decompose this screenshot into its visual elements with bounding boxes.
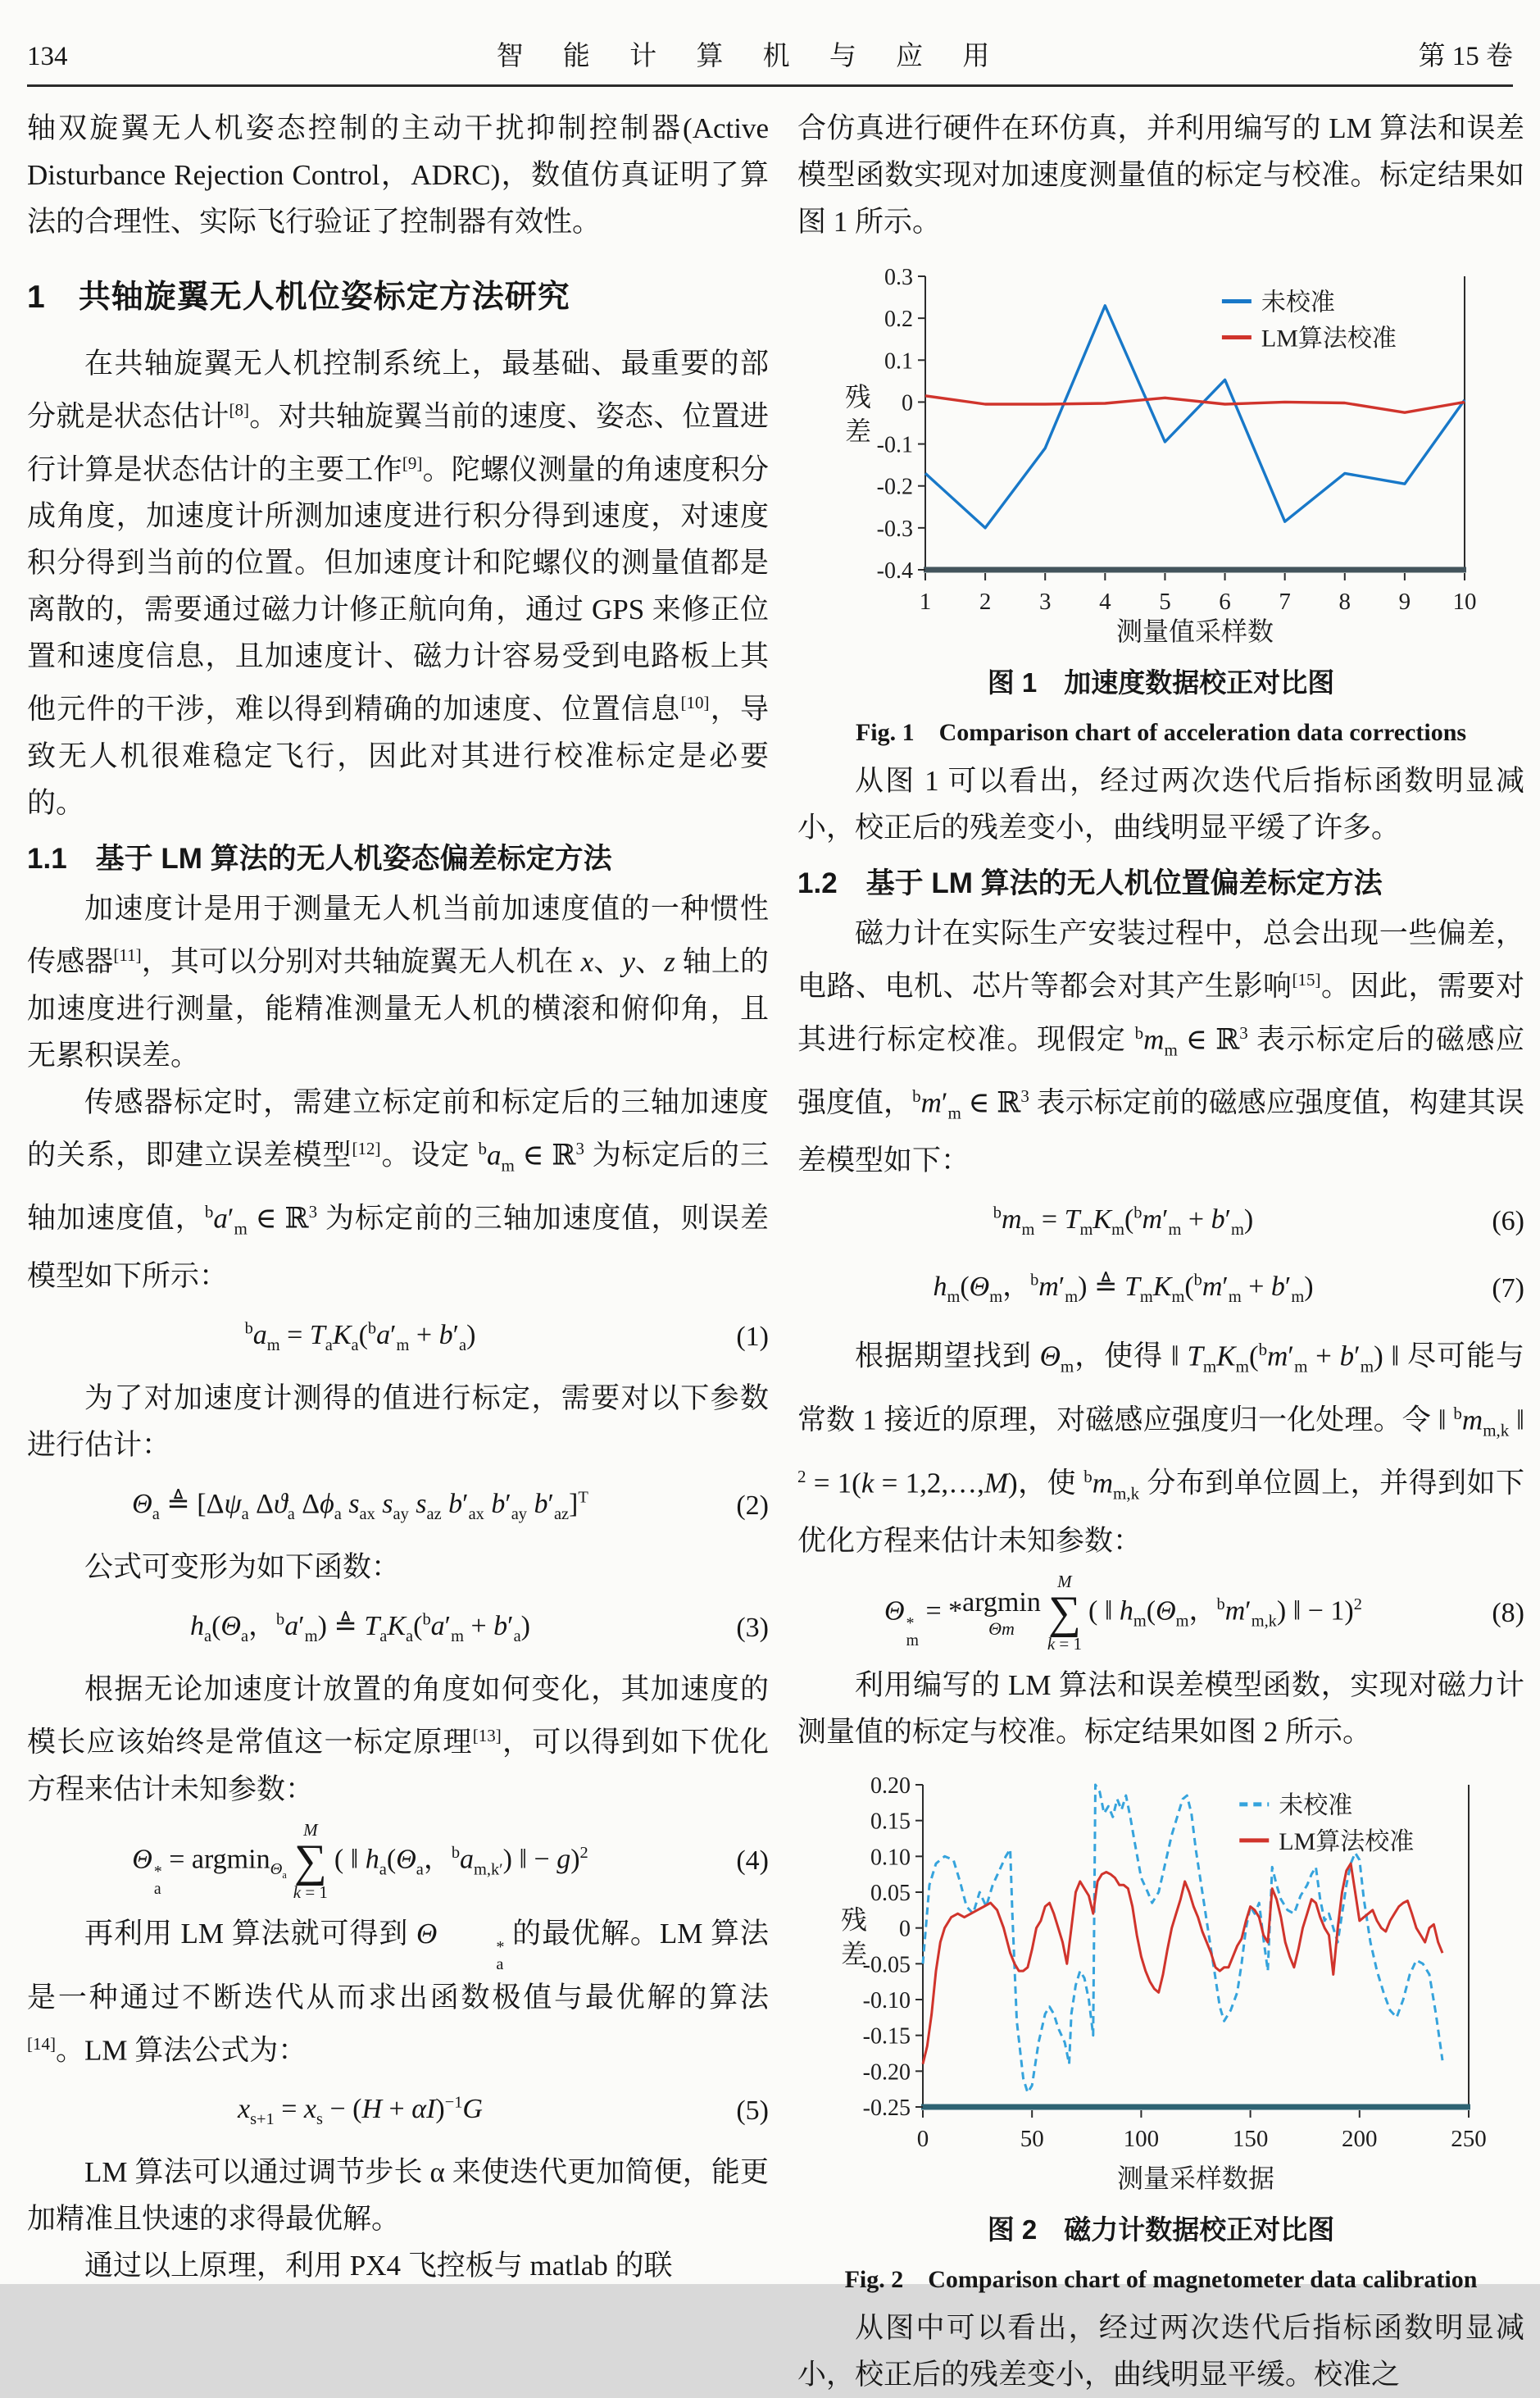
section-heading: 1 共轴旋翼无人机位姿标定方法研究 [27,280,570,315]
figure-caption-en: Fig. 1 Comparison chart of acceleration data corrections [855,719,1467,746]
svg-text:100: 100 [1123,2126,1159,2153]
paragraph: 加速度计是用于测量无人机当前加速度值的一种惯性传感器[11]，其可以分别对共轴旋翼无人机在 x、y、z 轴上的加速度进行测量，能精准测量无人机的横滚和俯仰角，且无累积误差。 [27,892,769,1072]
equation: $^bm_m = T_mK_m(^bm'_m + b'_m)$ [993,1204,1254,1239]
svg-text:0: 0 [898,1916,911,1942]
svg-text:-0.05: -0.05 [862,1952,911,1978]
svg-text:150: 150 [1232,2126,1268,2153]
svg-text:0.05: 0.05 [870,1881,911,1907]
header-rule [27,84,1513,87]
subsection-heading: 1.2 基于 LM 算法的无人机位置偏差标定方法 [797,867,1383,899]
equation-number: (3) [736,1612,769,1643]
svg-text:残: 残 [844,382,871,412]
svg-text:-0.2: -0.2 [876,474,913,500]
svg-text:LM算法校准: LM算法校准 [1261,325,1397,353]
svg-text:差: 差 [840,1939,867,1969]
equation-number: (2) [736,1490,769,1521]
chart-figure-1 [834,263,1489,648]
figure-caption-en: Fig. 2 Comparison chart of magnetometer data calibration [844,2266,1478,2294]
svg-text:5: 5 [1158,589,1171,615]
svg-text:测量值采样数: 测量值采样数 [1115,617,1274,646]
equation-number: (5) [736,2095,769,2127]
svg-text:200: 200 [1341,2126,1378,2153]
svg-text:7: 7 [1278,589,1291,615]
equation-row [27,1477,769,1536]
svg-text:测量采样数据: 测量采样数据 [1116,2164,1274,2194]
svg-text:4: 4 [1098,589,1111,615]
figure-2 [797,1773,1524,2295]
svg-text:2: 2 [979,589,991,615]
column-right [797,105,1524,2398]
equation-number: (4) [736,1845,769,1877]
svg-text:3: 3 [1038,589,1051,615]
svg-text:50: 50 [1020,2126,1044,2153]
svg-text:未校准: 未校准 [1261,289,1335,316]
svg-text:-0.1: -0.1 [876,432,913,458]
paragraph: 在共轴旋翼无人机控制系统上，最基础、最重要的部分就是状态估计[8]。对共轴旋翼当前的速度、姿态、位置进行计算是状态估计的主要工作[9]。陀螺仪测量的角速度积分成角度，加速度计所测加速度进行积分得到速度，对速度积分得到当前的位置。但加速度计和陀螺仪的测量值都是离散的，需要通过磁力计修正航向角，通过 GPS 来修正位置和速度信息，且加速度计、磁力计容易受到电路板上其他元件的干涉，难以得到精确的加速度、位置信息[10]，导致无人机很难稳定飞行，因此对其进行校准标定是必要的。 [27,348,769,819]
svg-text:10: 10 [1452,589,1476,615]
svg-text:0.15: 0.15 [870,1809,911,1835]
svg-text:0.1: 0.1 [884,348,913,375]
paragraph: 从图 1 可以看出，经过两次迭代后指标函数明显减小，校正后的残差变小，曲线明显平缓了许多。 [797,765,1524,844]
page-header [27,34,1513,73]
svg-text:9: 9 [1398,589,1411,615]
svg-text:0.20: 0.20 [870,1773,911,1800]
equation-row [797,1572,1524,1654]
paragraph: 合仿真进行硬件在环仿真，并利用编写的 LM 算法和误差模型函数实现对加速度测量值的标定与校准。标定结果如图 1 所示。 [797,112,1524,238]
equation: Θ * a = argmin$_{\Theta_a}$ M ∑ k = 1 ( ‖ $h_a(\Theta_a$，$^ba_{m,k'}$) ‖ − g)$^2$ [132,1819,588,1902]
svg-text:0.3: 0.3 [884,265,913,290]
svg-text:-0.25: -0.25 [862,2095,911,2122]
page-number: 134 [27,42,68,71]
journal-title: 智 能 计 算 机 与 应 用 [496,42,1006,71]
svg-text:-0.4: -0.4 [876,558,913,584]
paragraph: 利用编写的 LM 算法和误差模型函数，实现对磁力计测量值的标定与校准。标定结果如图 2 所示。 [797,1669,1524,1749]
paragraph: 根据无论加速度计放置的角度如何变化，其加速度的模长应该始终是常值这一标定原理[13]，可以得到如下优化方程来估计未知参数： [27,1672,769,1805]
figure-caption-cn: 图 1 加速度数据校正对比图 [987,667,1335,698]
svg-text:0: 0 [916,2126,929,2153]
svg-text:LM算法校准: LM算法校准 [1278,1828,1414,1856]
svg-text:6: 6 [1218,589,1231,615]
equation: Θ * m = * argmin Θm M ∑ k = 1 ( ‖ $h_m(\Theta_m$，$^bm'_{m,k}$) ‖ − 1)$^2$ [884,1571,1362,1654]
paragraph: 根据期望找到 $\Theta_m$，使得 ‖ $T_mK_m(^bm'_m + b'_m)$ ‖ 尽可能与常数 1 接近的原理，对磁感应强度归一化处理。令 ‖ $^bm_{m,k}$ ‖ $^2$ = 1(k = 1,2,…,M)，使 $^bm_{m,k}$ 分布到单位圆上，并得到如下优化方程来估计未知参数： [797,1339,1524,1557]
equation-number: (8) [1492,1597,1524,1628]
equation-row [797,1192,1524,1251]
equation-row [27,1308,769,1367]
paragraph: 为了对加速度计测得的值进行标定，需要对以下参数进行估计： [27,1381,769,1461]
svg-text:残: 残 [840,1904,867,1935]
svg-text:250: 250 [1450,2126,1487,2153]
equation-row [27,1821,769,1902]
equation-number: (7) [1492,1272,1524,1304]
svg-text:-0.15: -0.15 [862,2023,911,2050]
paragraph: 磁力计在实际生产安装过程中，总会出现一些偏差，电路、电机、芯片等都会对其产生影响[15]。因此，需要对其进行标定校准。现假定 $^bm_m$ ∈ ℝ$^3$ 表示标定后的磁感应强度值，$^bm'_m$ ∈ ℝ$^3$ 表示标定前的磁感应强度值，构建其误差模型如下： [797,917,1524,1176]
equation: $h_m(\Theta_m$，$^bm'_m$) ≜ $T_mK_m(^bm'_m + b'_m)$ [933,1271,1314,1306]
equation-row [797,1259,1524,1318]
paragraph: 从图中可以看出，经过两次迭代后指标函数明显减小，校正后的残差变小，曲线明显平缓。校准之 [797,2312,1524,2391]
svg-text:0.10: 0.10 [870,1845,911,1871]
equation: $\Theta_a$ ≜ [$\Delta\psi_a$ $\Delta ϑ_a$ $\Delta\phi_a$ $s_{ax}$ $s_{ay}$ $s_{az}$ $b'_{ax}$ $b'_{ay}$ $b'_{az}]^T$ [132,1488,588,1523]
svg-text:0: 0 [901,390,913,416]
chart-figure-2 [829,1773,1493,2196]
svg-text:8: 8 [1338,589,1351,615]
subsection-heading: 1.1 基于 LM 算法的无人机姿态偏差标定方法 [27,842,612,875]
svg-text:未校准: 未校准 [1278,1792,1352,1820]
svg-text:差: 差 [844,416,871,446]
column-left [27,105,769,2289]
equation: $^ba_m = T_aK_a(^ba'_m + b'_a)$ [244,1319,476,1354]
volume-label: 第 15 卷 [1418,42,1513,71]
svg-text:-0.10: -0.10 [862,1988,911,2014]
paragraph: 公式可变形为如下函数： [84,1550,401,1583]
equation-number: (6) [1492,1205,1524,1236]
paragraph: LM 算法可以通过调节步长 α 来使迭代更加简便，能更加精准且快速的求得最优解。 [27,2156,769,2236]
paragraph: 再利用 LM 算法就可得到 Θ * a 的最优解。LM 算法是一种通过不断迭代从而求出函数极值与最优解的算法[14]。LM 算法公式为： [27,1917,769,2067]
paragraph: 轴双旋翼无人机姿态控制的主动干扰抑制控制器(Active Disturbance Rejection Control，ADRC)，数值仿真证明了算法的合理性、实际飞行验证了控制器有效性。 [27,112,769,238]
paragraph: 通过以上原理，利用 PX4 飞控板与 matlab 的联 [84,2250,673,2282]
equation: $x_{s+1} = x_s - (H + \alpha I)^{-1}G$ [238,2093,483,2129]
figure-1 [797,263,1524,748]
equation: $h_a(\Theta_a$，$^ba'_m$) ≜ $T_aK_a(^ba'_m + b'_a)$ [190,1610,530,1645]
svg-text:1: 1 [919,589,931,615]
svg-text:0.2: 0.2 [884,307,913,333]
paragraph: 传感器标定时，需建立标定前和标定后的三轴加速度的关系，即建立误差模型[12]。设定 $^ba_m$ ∈ ℝ$^3$ 为标定后的三轴加速度值，$^ba'_m$ ∈ ℝ$^3$ 为标定前的三轴加速度值，则误差模型如下所示： [27,1085,769,1292]
svg-text:-0.3: -0.3 [876,516,913,542]
figure-caption-cn: 图 2 磁力计数据校正对比图 [987,2214,1335,2246]
equation-row [27,1599,769,1658]
svg-text:-0.20: -0.20 [862,2059,911,2086]
equation-row [27,2082,769,2141]
equation-number: (1) [736,1321,769,1352]
